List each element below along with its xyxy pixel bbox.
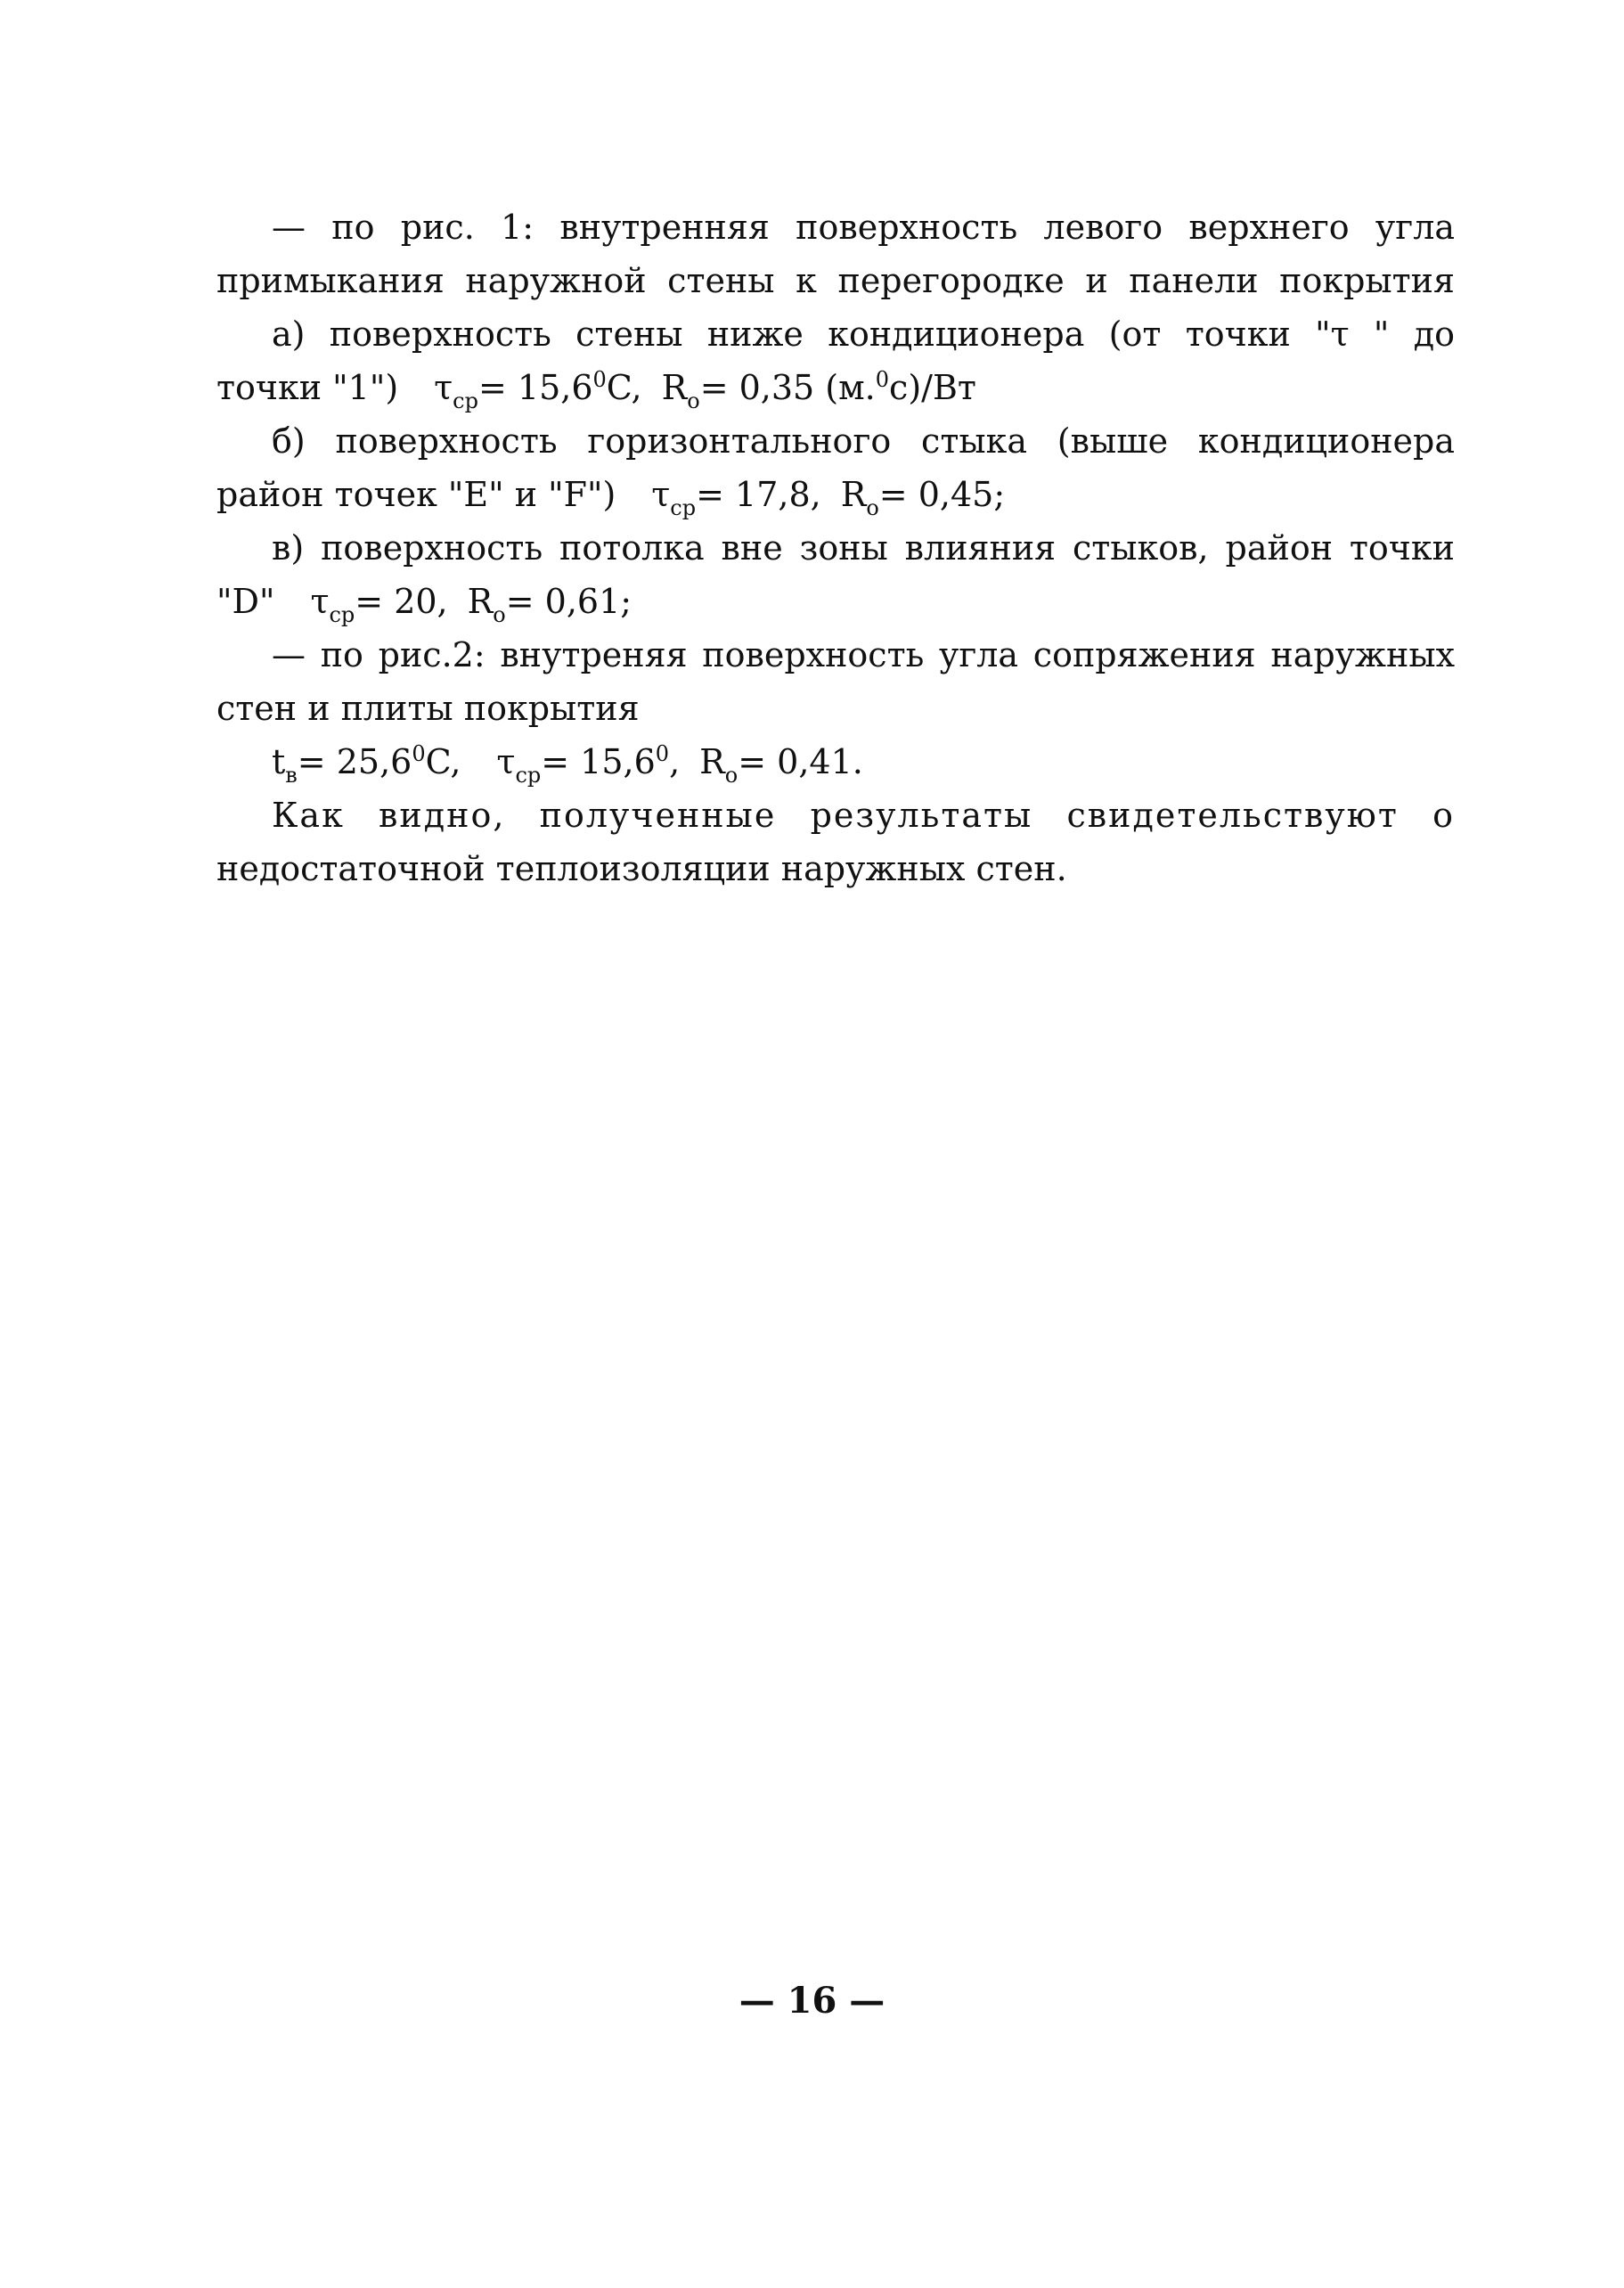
paragraph-v-line2	[216, 575, 1455, 628]
r-value: = 0,41.	[738, 742, 863, 781]
page-number: — 16 —	[739, 1980, 885, 2022]
paragraph-b-line2	[216, 468, 1455, 521]
conclusion-line2: недостаточной теплоизоляции наружных стен.	[216, 849, 1067, 888]
degree-mark: 0	[592, 367, 607, 392]
tau-subscript: ср	[670, 495, 697, 520]
tau-value: = 15,6	[541, 742, 656, 781]
tau-symbol: τ	[651, 475, 671, 514]
r-unit: с)/Вт	[889, 368, 976, 407]
t-unit: C,	[425, 742, 461, 781]
paragraph-fig1-line1: — по рис. 1: внутренняя поверхность левого верхнего угла	[272, 208, 1455, 247]
r-symbol: R	[467, 582, 494, 621]
tau-symbol: τ	[496, 742, 516, 781]
r-degree-mark: 0	[875, 367, 890, 392]
t-subscript: в	[285, 763, 298, 788]
r-subscript: о	[493, 602, 506, 627]
paragraph-fig2-line1: — по рис.2: внутреняя поверхность угла сопряжения наружных	[272, 635, 1455, 674]
paragraph-b-line1: б) поверхность горизонтального стыка (выше кондиционера	[272, 421, 1455, 461]
r-subscript: о	[866, 495, 879, 520]
paragraph-a-prefix: точки "1")	[216, 368, 399, 407]
paragraph-v-line1: в) поверхность потолка вне зоны влияния стыков, район точки	[272, 528, 1455, 568]
unit-celsius: C,	[606, 368, 642, 407]
r-subscript: о	[687, 388, 700, 413]
tau-subscript: ср	[515, 763, 542, 788]
body-text	[216, 200, 1455, 895]
t-value: = 25,6	[297, 742, 412, 781]
paragraph-v-prefix: "D"	[216, 582, 275, 621]
conclusion-line1: Как видно, полученные результаты свидетельствуют о	[272, 796, 1455, 835]
tau-value: = 20,	[355, 582, 448, 621]
tau-subscript: ср	[329, 602, 355, 627]
t-symbol: t	[272, 742, 286, 781]
tau-symbol: τ	[310, 582, 330, 621]
paragraph-a-line2	[216, 361, 1455, 414]
tau-subscript: ср	[453, 388, 478, 413]
tau-degree-mark: 0	[655, 741, 670, 766]
tau-value: = 17,8,	[696, 475, 821, 514]
tau-value: = 15,6	[477, 368, 593, 407]
r-symbol: R	[661, 368, 688, 407]
tau-unit: ,	[669, 742, 681, 781]
r-value: = 0,61;	[505, 582, 632, 621]
paragraph-b-prefix: район точек "E" и "F")	[216, 475, 616, 514]
paragraph-fig1-line2: примыкания наружной стены к перегородке и панели покрытия	[216, 261, 1455, 300]
r-symbol: R	[840, 475, 867, 514]
r-value: = 0,35 (м.	[699, 368, 876, 407]
tau-symbol: τ	[434, 368, 453, 407]
formula-line	[216, 735, 1455, 789]
paragraph-a-line1: а) поверхность стены ниже кондиционера (от точки "τ " до	[272, 315, 1455, 354]
paragraph-fig2-line2: стен и плиты покрытия	[216, 689, 640, 728]
r-subscript: о	[724, 763, 739, 788]
t-degree-mark: 0	[412, 741, 426, 766]
r-value: = 0,45;	[878, 475, 1006, 514]
r-symbol: R	[699, 742, 725, 781]
